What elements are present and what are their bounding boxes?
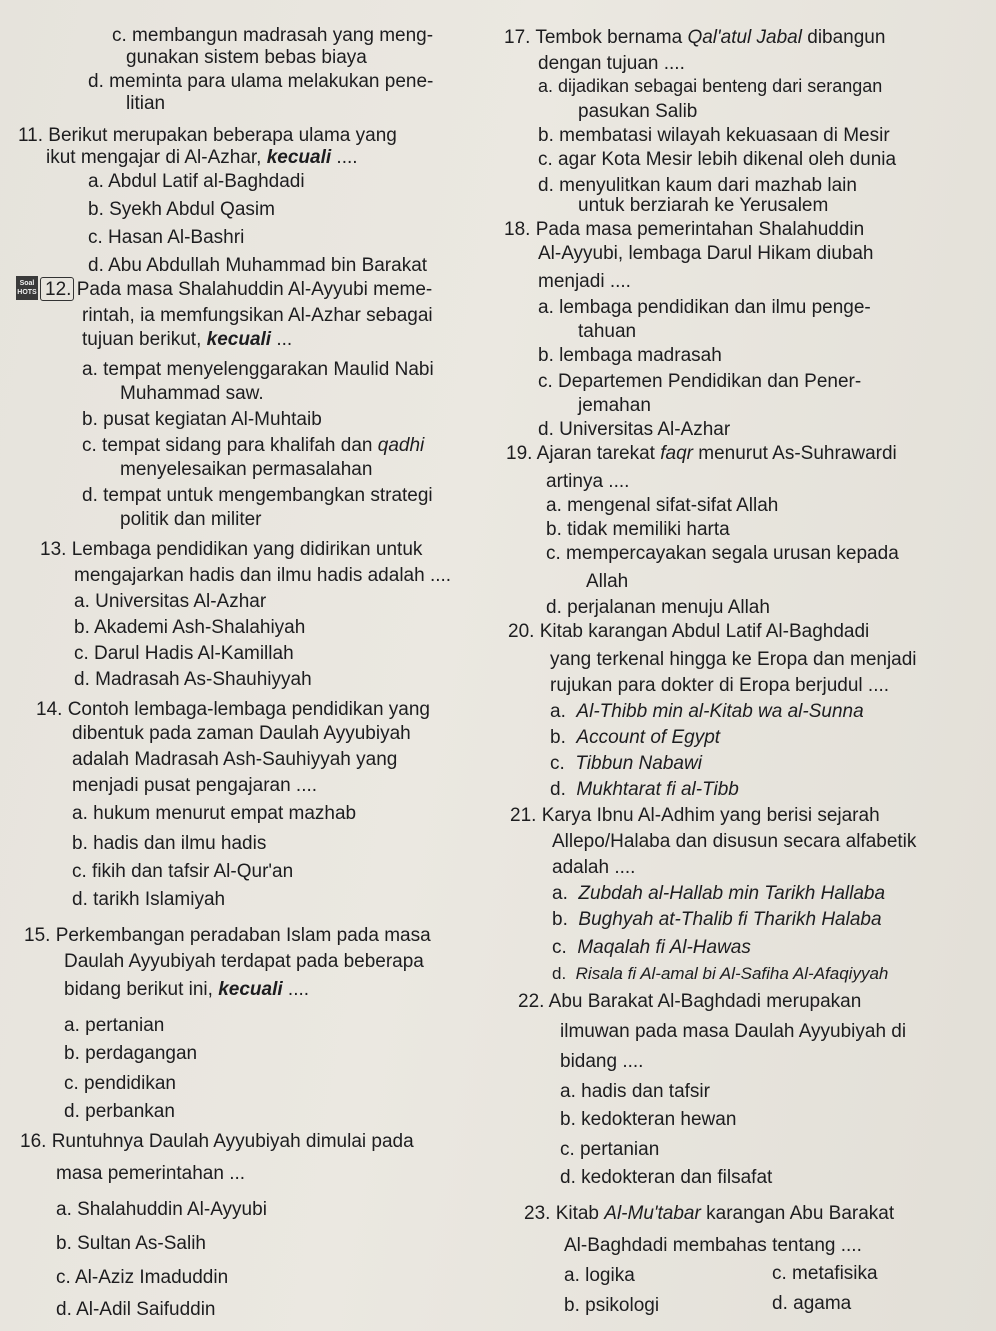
q22-option-d: d. kedokteran dan filsafat <box>560 1167 773 1188</box>
q12-option-a-line1: a. tempat menyelenggarakan Maulid Nabi <box>82 359 434 380</box>
q10-option-d-line1: d. meminta para ulama melakukan pene- <box>88 71 434 92</box>
hots-badge: Soal HOTS <box>16 276 38 300</box>
q20-option-d: d. Mukhtarat fi al-Tibb <box>550 779 739 800</box>
q12-question-line1: 12. Pada masa Shalahuddin Al-Ayyubi meme- <box>45 279 433 300</box>
q20-question-line1: 20. Kitab karangan Abdul Latif Al-Baghdadi <box>508 621 870 642</box>
q13-option-b: b. Akademi Ash-Shalahiyah <box>74 617 306 638</box>
q19-option-c-line2: Allah <box>586 571 629 592</box>
q19-question-line2: artinya .... <box>546 471 630 492</box>
q20-question-line3: rujukan para dokter di Eropa berjudul .... <box>550 675 890 696</box>
q14-option-c: c. fikih dan tafsir Al-Qur'an <box>72 861 294 882</box>
q17-option-a-line2: pasukan Salib <box>578 101 698 122</box>
q20-option-b: b. Account of Egypt <box>550 727 721 748</box>
q22-question-line3: bidang .... <box>560 1051 644 1072</box>
q23-question-line1: 23. Kitab Al-Mu'tabar karangan Abu Barakat <box>524 1203 895 1224</box>
q12-question-line3: tujuan berikut, kecuali ... <box>82 329 293 350</box>
q12-option-d-line1: d. tempat untuk mengembangkan strategi <box>82 485 433 506</box>
q18-option-d: d. Universitas Al-Azhar <box>538 419 731 440</box>
q13-question-line1: 13. Lembaga pendidikan yang didirikan untuk <box>40 539 423 560</box>
q21-option-b: b. Bughyah at-Thalib fi Tharikh Halaba <box>552 909 882 930</box>
q19-option-a: a. mengenal sifat-sifat Allah <box>546 495 779 516</box>
q15-option-d: d. perbankan <box>64 1101 175 1122</box>
q18-option-c-line1: c. Departemen Pendidikan dan Pener- <box>538 371 862 392</box>
q11-question-line2: ikut mengajar di Al-Azhar, kecuali .... <box>46 147 358 168</box>
q21-question-line3: adalah .... <box>552 857 636 878</box>
q20-option-c: c. Tibbun Nabawi <box>550 753 702 774</box>
q23-option-a: a. logika <box>564 1265 635 1286</box>
q19-option-b: b. tidak memiliki harta <box>546 519 730 540</box>
q15-question-line3: bidang berikut ini, kecuali .... <box>64 979 310 1000</box>
q16-option-b: b. Sultan As-Salih <box>56 1233 206 1254</box>
q12-option-d-line2: politik dan militer <box>120 509 262 530</box>
q20-question-line2: yang terkenal hingga ke Eropa dan menjadi <box>550 649 917 670</box>
q22-option-a: a. hadis dan tafsir <box>560 1081 710 1102</box>
q16-question-line1: 16. Runtuhnya Daulah Ayyubiyah dimulai pada <box>20 1131 414 1152</box>
q21-question-line1: 21. Karya Ibnu Al-Adhim yang berisi sejarah <box>510 805 880 826</box>
q16-option-d: d. Al-Adil Saifuddin <box>56 1299 216 1320</box>
q18-option-c-line2: jemahan <box>578 395 651 416</box>
q17-option-d-line2: untuk berziarah ke Yerusalem <box>578 195 829 216</box>
q11-question-line1: 11. Berikut merupakan beberapa ulama yang <box>18 125 397 146</box>
q10-option-d-line2: litian <box>126 93 166 114</box>
q16-option-a: a. Shalahuddin Al-Ayyubi <box>56 1199 267 1220</box>
q22-option-c: c. pertanian <box>560 1139 660 1160</box>
q15-option-b: b. perdagangan <box>64 1043 198 1064</box>
q14-question-line3: adalah Madrasah Ash-Sauhiyyah yang <box>72 749 398 770</box>
q10-option-c-line1: c. membangun madrasah yang meng- <box>112 25 434 46</box>
q21-question-line2: Allepo/Halaba dan disusun secara alfabetik <box>552 831 917 852</box>
q18-question-line3: menjadi .... <box>538 271 631 292</box>
q15-question-line1: 15. Perkembangan peradaban Islam pada masa <box>24 925 431 946</box>
q22-question-line2: ilmuwan pada masa Daulah Ayyubiyah di <box>560 1021 907 1042</box>
q11-option-c: c. Hasan Al-Bashri <box>88 227 245 248</box>
q15-option-a: a. pertanian <box>64 1015 165 1036</box>
q13-question-line2: mengajarkan hadis dan ilmu hadis adalah .... <box>74 565 452 586</box>
q14-question-line1: 14. Contoh lembaga-lembaga pendidikan yang <box>36 699 430 720</box>
q12-option-a-line2: Muhammad saw. <box>120 383 264 404</box>
q17-option-a-line1: a. dijadikan sebagai benteng dari serangan <box>538 76 883 96</box>
q23-option-d: d. agama <box>772 1293 852 1314</box>
q13-option-a: a. Universitas Al-Azhar <box>74 591 267 612</box>
q16-option-c: c. Al-Aziz Imaduddin <box>56 1267 229 1288</box>
q23-question-line2: Al-Baghdadi membahas tentang .... <box>564 1235 862 1256</box>
q11-option-d: d. Abu Abdullah Muhammad bin Barakat <box>88 255 428 276</box>
q19-option-c-line1: c. mempercayakan segala urusan kepada <box>546 543 899 564</box>
q17-option-c: c. agar Kota Mesir lebih dikenal oleh dunia <box>538 149 897 170</box>
q21-option-c: c. Maqalah fi Al-Hawas <box>552 937 751 958</box>
q19-option-d: d. perjalanan menuju Allah <box>546 597 770 618</box>
q18-option-a-line2: tahuan <box>578 321 637 342</box>
q15-option-c: c. pendidikan <box>64 1073 176 1094</box>
q18-question-line2: Al-Ayyubi, lembaga Darul Hikam diubah <box>538 243 874 264</box>
q21-option-a: a. Zubdah al-Hallab min Tarikh Hallaba <box>552 883 886 904</box>
q20-option-a: a. Al-Thibb min al-Kitab wa al-Sunna <box>550 701 864 722</box>
q12-option-c-line2: menyelesaikan permasalahan <box>120 459 373 480</box>
q21-option-d: d. Risala fi Al-amal bi Al-Safiha Al-Afaqiyyah <box>552 964 889 983</box>
q11-option-b: b. Syekh Abdul Qasim <box>88 199 275 220</box>
q15-question-line2: Daulah Ayyubiyah terdapat pada beberapa <box>64 951 424 972</box>
q22-question-line1: 22. Abu Barakat Al-Baghdadi merupakan <box>518 991 862 1012</box>
q22-option-b: b. kedokteran hewan <box>560 1109 737 1130</box>
q14-option-b: b. hadis dan ilmu hadis <box>72 833 267 854</box>
q13-option-d: d. Madrasah As-Shauhiyyah <box>74 669 312 690</box>
q14-option-a: a. hukum menurut empat mazhab <box>72 803 357 824</box>
q17-option-b: b. membatasi wilayah kekuasaan di Mesir <box>538 125 890 146</box>
q19-question-line1: 19. Ajaran tarekat faqr menurut As-Suhrawardi <box>506 443 897 464</box>
q12-option-b: b. pusat kegiatan Al-Muhtaib <box>82 409 322 430</box>
q18-option-b: b. lembaga madrasah <box>538 345 722 366</box>
q17-question-line1: 17. Tembok bernama Qal'atul Jabal dibangun <box>504 27 886 48</box>
q18-option-a-line1: a. lembaga pendidikan dan ilmu penge- <box>538 297 871 318</box>
q23-option-b: b. psikologi <box>564 1295 660 1316</box>
q10-option-c-line2: gunakan sistem bebas biaya <box>126 47 367 68</box>
q18-question-line1: 18. Pada masa pemerintahan Shalahuddin <box>504 219 865 240</box>
q12-question-line2: rintah, ia memfungsikan Al-Azhar sebagai <box>82 305 433 326</box>
q14-question-line2: dibentuk pada zaman Daulah Ayyubiyah <box>72 723 411 744</box>
q17-option-d-line1: d. menyulitkan kaum dari mazhab lain <box>538 175 857 196</box>
q14-option-d: d. tarikh Islamiyah <box>72 889 226 910</box>
q12-option-c-line1: c. tempat sidang para khalifah dan qadhi <box>82 435 425 456</box>
q17-question-line2: dengan tujuan .... <box>538 53 685 74</box>
q23-option-c: c. metafisika <box>772 1263 878 1284</box>
q16-question-line2: masa pemerintahan ... <box>56 1163 246 1184</box>
q13-option-c: c. Darul Hadis Al-Kamillah <box>74 643 294 664</box>
q14-question-line4: menjadi pusat pengajaran .... <box>72 775 318 796</box>
q11-option-a: a. Abdul Latif al-Baghdadi <box>88 171 305 192</box>
